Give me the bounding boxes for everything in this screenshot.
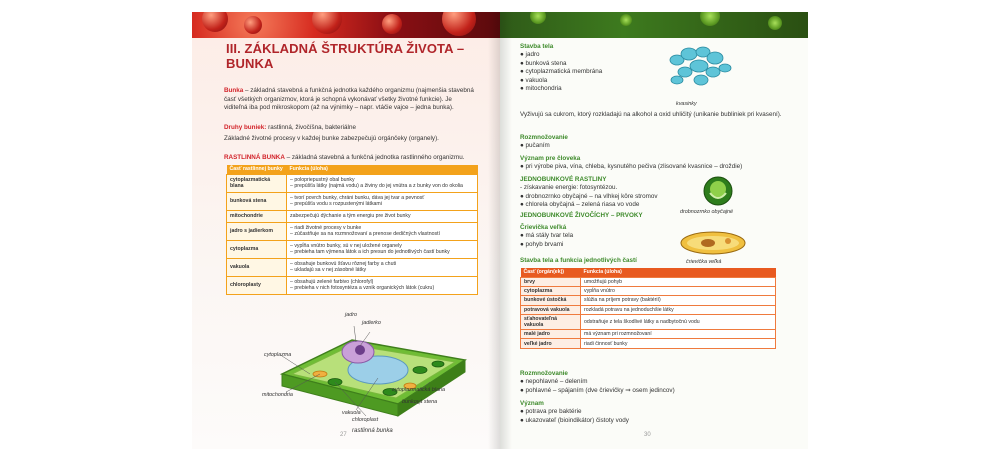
cell-part: sťahovateľná vakuola <box>521 315 581 330</box>
list-item: ● drobnozrnko obyčajné – na vlhkej kôre stromov <box>520 192 658 200</box>
cell-part: veľké jadro <box>521 339 581 348</box>
table-row <box>227 174 478 192</box>
nucleolus-shape <box>355 345 365 355</box>
function-line: – prepúšťa látky (najmä vodu) a živiny do jej vnútra a z bunky von do okolia <box>290 183 463 189</box>
intro-paragraph <box>224 87 474 113</box>
cell-part: mitochondrie <box>227 210 287 222</box>
function-line: – prebieha tam výmena látok a ich presun do jednotlivých častí bunky <box>290 249 450 255</box>
rozmnozovanie-2-list <box>520 378 800 395</box>
function-line: – prepúšťa vodu s rozpustenými látkami <box>290 201 382 207</box>
list-item: ● má stály tvar tela <box>520 232 574 239</box>
plant-cell-term: RASTLINNÁ BUNKA <box>224 154 285 161</box>
book-spread <box>192 12 808 449</box>
table-row <box>521 296 776 305</box>
stavba-2-title: Stavba tela a funkcia jednotlivých častí <box>520 257 637 264</box>
book-gutter <box>488 12 512 449</box>
list-item: ● cytoplazmatická membrána <box>520 68 603 76</box>
label-vakuola: vakuola <box>342 410 361 416</box>
cell-types-text: rastlinná, živočíšna, bakteriálne <box>266 124 356 131</box>
cell-part: potravová vakuola <box>521 305 581 314</box>
table-row <box>521 286 776 295</box>
table-row <box>521 305 776 314</box>
intro-term: Bunka <box>224 87 244 94</box>
diagram-caption: rastlinná bunka <box>352 428 393 434</box>
cell-part: cytoplazma <box>521 286 581 295</box>
jednobunkove-rastliny-list <box>520 184 700 210</box>
stavba-title: Stavba tela <box>520 43 554 50</box>
list-item: ● chlorela obyčajná – zelená riasa vo vode <box>520 201 640 209</box>
table-header-function: Funkcia (úloha) <box>287 165 478 174</box>
cell-part: vakuola <box>227 258 287 276</box>
function-line: – obsahujú zelené farbivo (chlorofyl) <box>290 279 374 285</box>
function-line: – riadi životné procesy v bunke <box>290 225 362 231</box>
vyznam-1-title: Význam pre človeka <box>520 155 581 162</box>
label-mitochondria: mitochondria <box>262 392 293 398</box>
cell-function: slúžia na príjem potravy (baktérií) <box>581 296 776 305</box>
cell-part: bunková stena <box>227 192 287 210</box>
table-header-function: Funkcia (úloha) <box>581 268 776 277</box>
vyznam-2-list <box>520 408 800 425</box>
yeast-illustration <box>663 40 743 100</box>
rozmnozovanie-1-item: ● pučaním <box>520 142 550 149</box>
plant-cell-line <box>224 154 489 163</box>
function-line: – prebieha v nich fotosyntéza a vznik organických látok (cukru) <box>290 285 435 291</box>
cell-function: vypĺňa vnútro <box>581 286 776 295</box>
paramecium-illustration <box>678 228 748 258</box>
list-item: ● jadro <box>520 51 540 58</box>
cell-function: umožňujú pohyb <box>581 277 776 286</box>
list-item: ● vakuola <box>520 76 548 84</box>
list-item: ● bunková stena <box>520 59 567 67</box>
vyznam-2-title: Význam <box>520 400 544 407</box>
table-row <box>227 276 478 294</box>
cell-function <box>287 258 478 276</box>
function-line: – polopriepustný obal bunky <box>290 177 355 183</box>
function-line: – vypĺňa vnútro bunky, sú v nej uložené organely <box>290 243 402 249</box>
label-jadierko: jadierko <box>362 320 381 326</box>
cell-function: odstraňuje z tela škodlivé látky a nadbytočnú vodu <box>581 315 776 330</box>
function-line: – obsahuje bunkovú šťavu rôznej farby a chuti <box>290 261 397 267</box>
vyznam-1-item: ● pri výrobe piva, vína, chleba, kysnutého pečiva (zlisované kvasnice – droždie) <box>520 163 743 170</box>
label-bunkova-stena: bunková stena <box>402 399 438 405</box>
cell-function: rozkladá potravu na jednoduchšie látky <box>581 305 776 314</box>
cell-function <box>287 210 478 222</box>
label-cytoplazma: cytoplazma <box>264 352 292 358</box>
page-number-right: 30 <box>644 432 651 438</box>
list-item: - získavanie energie: fotosyntézou. <box>520 184 618 191</box>
cell-function: riadi činnosť bunky <box>581 339 776 348</box>
jednobunkove-rastliny-title: JEDNOBUNKOVÉ RASTLINY <box>520 176 607 183</box>
list-item: ● ukazovateľ (bioindikátor) čistoty vody <box>520 416 629 424</box>
function-line: – ukladajú sa v nej zásobné látky <box>290 267 367 273</box>
plant-cell-text: – základná stavebná a funkčná jednotka rastlinného organizmu. <box>284 154 465 161</box>
label-jadro: jadro <box>345 312 357 318</box>
label-cytoplazmaticka-blana: cytoplazmatická blana <box>392 387 446 393</box>
vyziva-text: Vyživujú sa cukrom, ktorý rozkladajú na alkohol a oxid uhličitý (unikanie bubliniek pri kvasení). <box>520 111 782 118</box>
list-item: ● pohlavné – spájaním (dve črievičky ⇒ osem jedincov) <box>520 386 675 394</box>
cell-part: chloroplasty <box>227 276 287 294</box>
table-header-part: Časť rastlinnej bunky <box>227 165 287 174</box>
cell-types-term: Druhy buniek: <box>224 124 267 131</box>
intro-text: – základná stavebná a funkčná jednotka každého organizmu (najmenšia stavebná časť všetkých organizmov, ktorá je schopná vykonávať všetky životné funkcie). Je viditeľná iba pod mikroskopom (až na výnimky – napr. vtáčie vajce – jedna bunka). <box>224 87 474 112</box>
table-row <box>227 222 478 240</box>
plant-cell-diagram <box>260 312 480 432</box>
table-row <box>521 277 776 286</box>
cell-function <box>287 174 478 192</box>
list-item: ● mitochondria <box>520 85 562 93</box>
cell-function <box>287 276 478 294</box>
function-line: – zúčastňuje sa na rozmnožovaní a prenose dedičných vlastností <box>290 231 440 237</box>
page-number-left: 27 <box>340 432 347 438</box>
table-row <box>521 330 776 339</box>
cell-function <box>287 222 478 240</box>
page-title: III. ZÁKLADNÁ ŠTRUKTÚRA ŽIVOTA – BUNKA <box>226 41 465 71</box>
label-drobnozrnko: drobnozrnko obyčajné <box>680 209 734 215</box>
right-page <box>500 12 808 449</box>
cell-part: cytoplazmatická blana <box>227 174 287 192</box>
list-item: ● potrava pre baktérie <box>520 408 582 415</box>
list-item: ● pohyb brvami <box>520 240 564 248</box>
cell-function: má význam pri rozmnožovaní <box>581 330 776 339</box>
cell-part: cytoplazma <box>227 240 287 258</box>
cell-part: bunkové ústočká <box>521 296 581 305</box>
label-crievicka: črievička veľká <box>686 259 722 265</box>
rozmnozovanie-2-title: Rozmnožovanie <box>520 370 568 377</box>
processes-text: Základné životné procesy v každej bunke zabezpečujú orgánčeky (organely). <box>224 135 439 142</box>
jednobunkove-zivocichy-title: JEDNOBUNKOVÉ ŽIVOČÍCHY – PRVOKY <box>520 212 643 219</box>
table-row <box>227 258 478 276</box>
virus-banner <box>500 12 808 38</box>
label-chloroplast: chloroplast <box>352 417 379 423</box>
table-row <box>521 315 776 330</box>
cell-part: malé jadro <box>521 330 581 339</box>
rozmnozovanie-1-title: Rozmnožovanie <box>520 134 568 141</box>
red-cells-banner <box>192 12 500 38</box>
list-item: ● nepohlavné – delením <box>520 378 588 385</box>
table-row <box>227 210 478 222</box>
drobnozrnko-illustration <box>702 175 734 207</box>
table-row <box>521 339 776 348</box>
table-row <box>227 240 478 258</box>
cell-types-line <box>224 124 474 133</box>
cell-part: jadro s jadierkom <box>227 222 287 240</box>
function-line: zabezpečujú dýchanie a tým energiu pre život bunky <box>290 213 411 219</box>
plant-cell-table <box>226 165 478 295</box>
table-row <box>227 192 478 210</box>
crievicka-title: Črievička veľká <box>520 224 567 231</box>
table-header-part: Časť (orgán(ek)) <box>521 268 581 277</box>
paramecium-table <box>520 268 776 349</box>
crievicka-list <box>520 232 573 249</box>
cell-part: brvy <box>521 277 581 286</box>
stavba-list <box>520 51 670 94</box>
left-page <box>192 12 500 449</box>
cell-function <box>287 240 478 258</box>
label-kvasinky: kvasinky <box>676 101 697 107</box>
function-line: – tvorí povrch bunky, chráni bunku, dáva jej tvar a pevnosť <box>290 195 425 201</box>
cell-function <box>287 192 478 210</box>
